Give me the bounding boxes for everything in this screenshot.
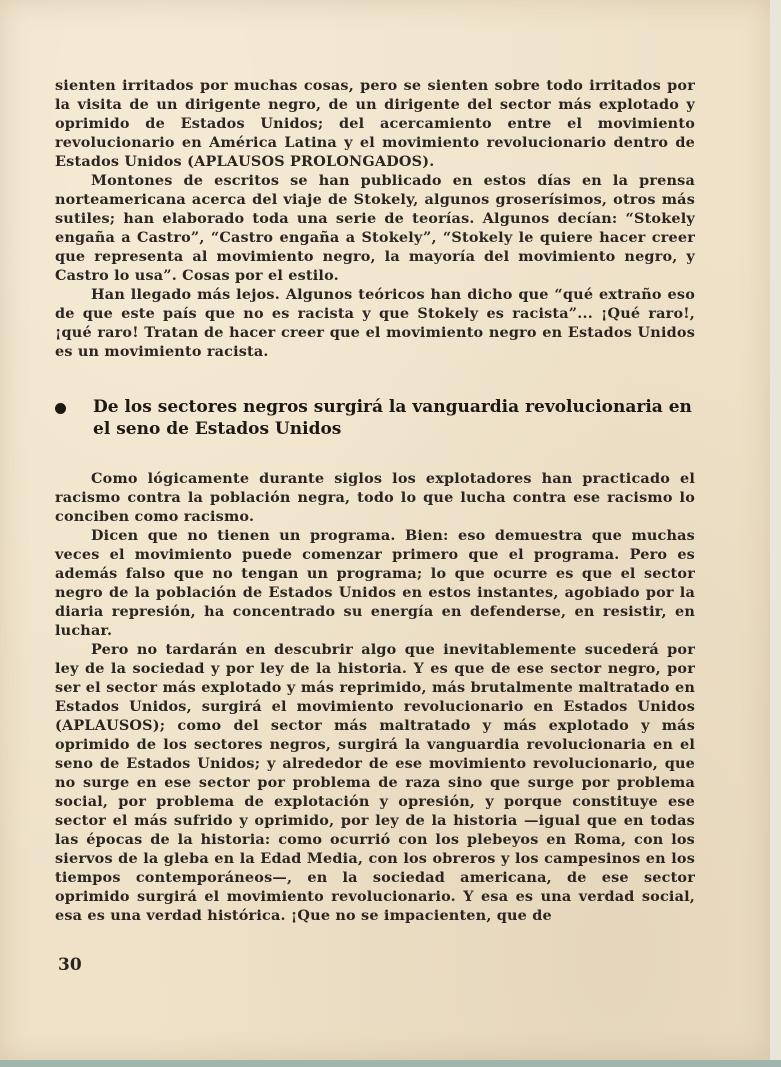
scan-edge-bottom bbox=[0, 1060, 781, 1067]
section-heading bbox=[55, 396, 705, 440]
page-number: 30 bbox=[58, 955, 82, 975]
paragraph-5: Dicen que no tienen un programa. Bien: eso demuestra que muchas veces el movimiento puede comenzar primero que el programa. Pero es además falso que no tengan un programa; lo que ocurre es que el sector negro de la población de Estados Unidos en estos instantes, agobiado por la diaria represión, ha concentrado su energía en defenderse, en resistir, en luchar. bbox=[55, 527, 695, 639]
text-block-top bbox=[55, 76, 695, 361]
paragraph-1: sienten irritados por muchas cosas, pero se sienten sobre todo irritados por la visita de un dirigente negro, de un dirigente del sector más explotado y oprimido de Estados Unidos; del acercamiento entre el movimiento revolucionario en América Latina y el movimiento revolucionario dentro de Estados Unidos (APLAUSOS PROLONGADOS). bbox=[55, 77, 695, 170]
paragraph-6: Pero no tardarán en descubrir algo que inevitablemente sucederá por ley de la sociedad y por ley de la historia. Y es que de ese sector negro, por ser el sector más explotado y más reprimido, más brutalmente maltratado en Estados Unidos, surgirá el movimiento revolucionario en Estados Unidos (APLAUSOS); como del sector más maltratado y más explotado y más oprimido de los sectores negros, surgirá la vanguardia revolucionaria en el seno de Estados Unidos; y alrededor de ese movimiento revolucionario, que no surge en ese sector por problema de raza sino que surge por problema social, por problema de explotación y opresión, y porque constituye ese sector el más sufrido y oprimido, por ley de la historia —igual que en todas las épocas de la historia: como ocurrió con los plebeyos en Roma, con los siervos de la gleba en la Edad Media, con los obreros y los campesinos en los tiempos contemporáneos—, en la sociedad americana, de ese sector oprimido surgirá el movimiento revolucionario. Y esa es una verdad social, esa es una verdad histórica. ¡Que no se impacienten, que de bbox=[55, 641, 695, 924]
bullet-icon bbox=[55, 403, 66, 414]
paragraph-4: Como lógicamente durante siglos los explotadores han practicado el racismo contra la población negra, todo lo que lucha contra ese racismo lo conciben como racismo. bbox=[55, 470, 695, 525]
section-heading-text: De los sectores negros surgirá la vanguardia revolucionaria en el seno de Estados Unidos bbox=[93, 397, 692, 439]
scan-edge-right bbox=[770, 0, 781, 1067]
text-block-bottom bbox=[55, 469, 695, 925]
paragraph-3: Han llegado más lejos. Algunos teóricos han dicho que “qué extraño eso de que este país que no es racista y que Stokely es racista”... ¡Qué raro!, ¡qué raro! Tratan de hacer creer que el movimiento negro en Estados Unidos es un movimiento racista. bbox=[55, 286, 695, 360]
paragraph-2: Montones de escritos se han publicado en estos días en la prensa norteamericana acerca del viaje de Stokely, algunos groserísimos, otros más sutiles; han elaborado toda una serie de teorías. Algunos decían: “Stokely engaña a Castro”, “Castro engaña a Stokely”, “Stokely le quiere hacer creer que representa al movimiento negro, la mayoría del movimiento negro, y Castro lo usa”. Cosas por el estilo. bbox=[55, 172, 695, 284]
